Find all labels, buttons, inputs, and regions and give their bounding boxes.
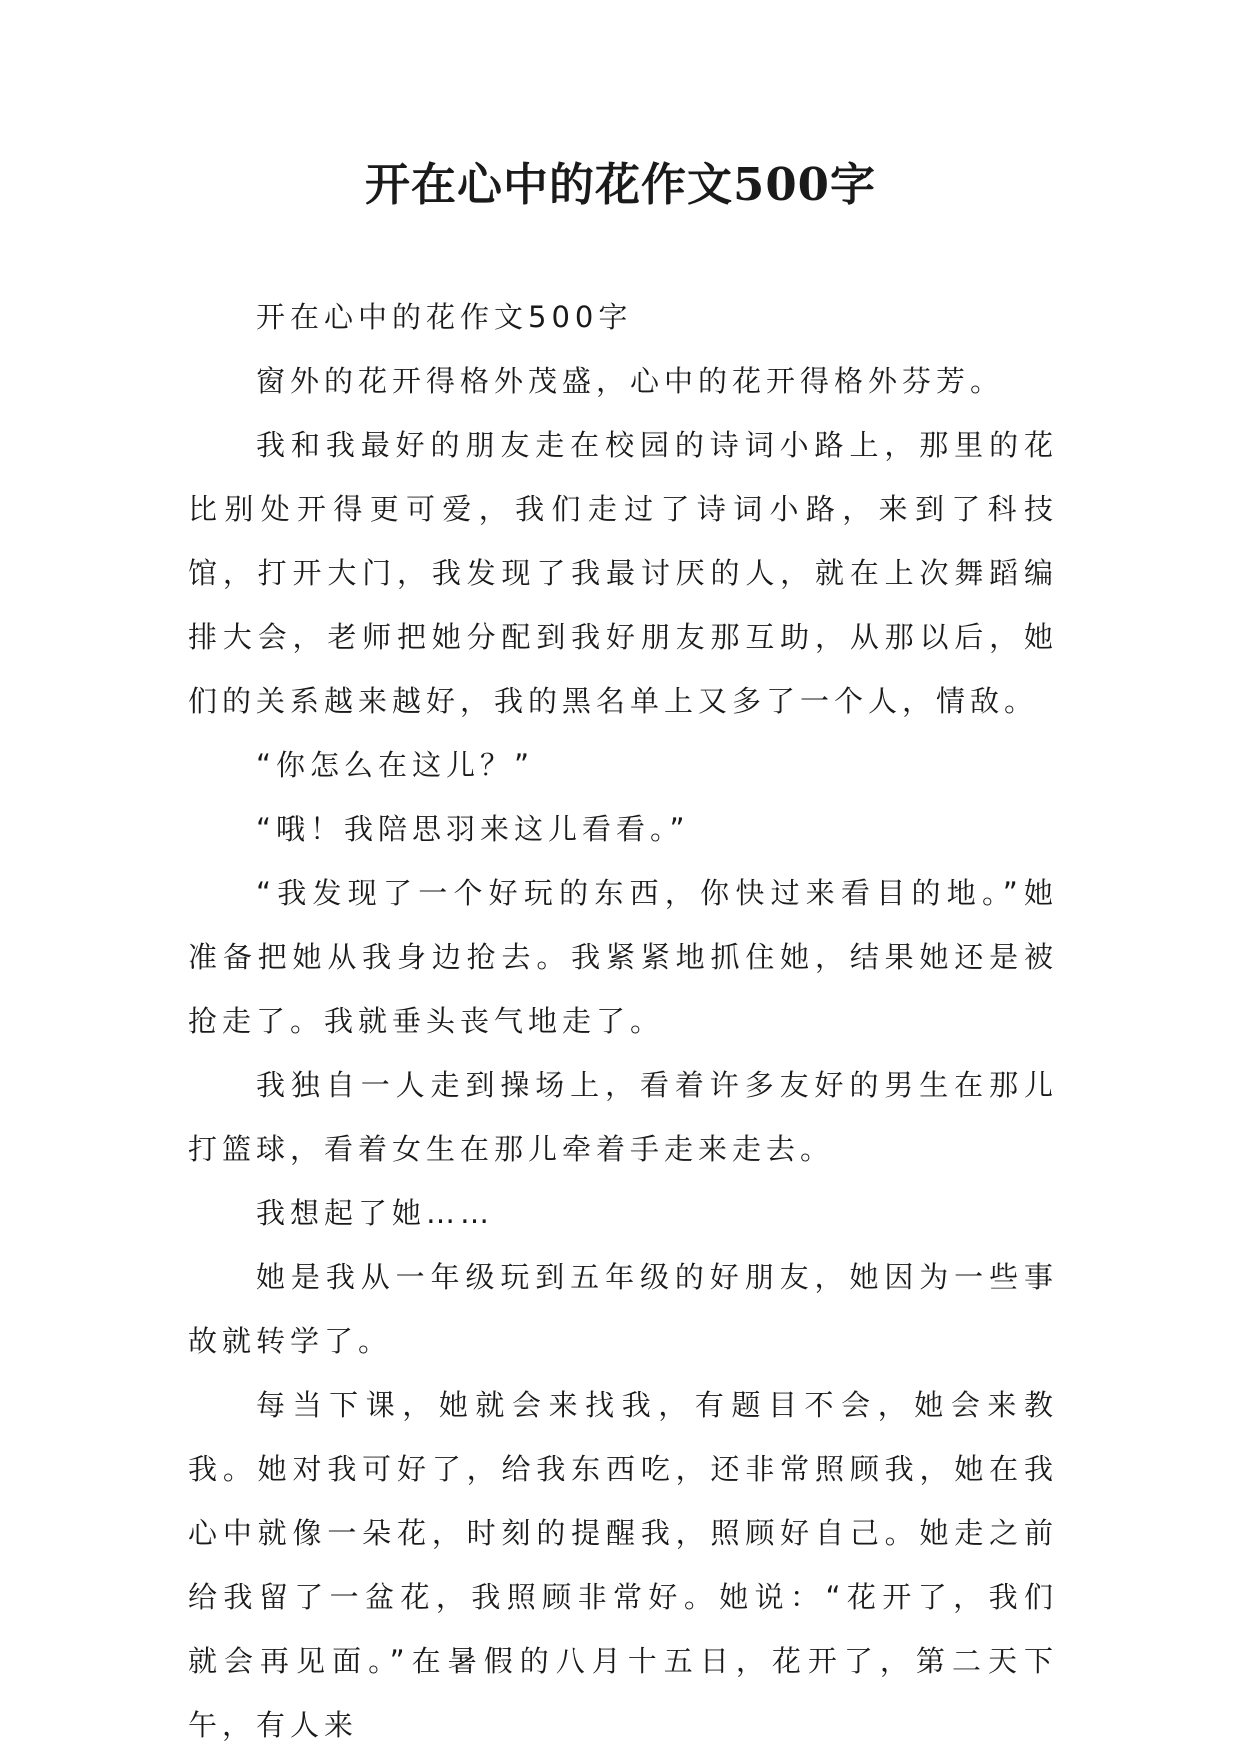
document-body (188, 285, 1058, 1757)
paragraph: 她是我从一年级玩到五年级的好朋友，她因为一些事故就转学了。 (188, 1260, 1058, 1358)
paragraph: 我和我最好的朋友走在校园的诗词小路上，那里的花比别处开得更可爱，我们走过了诗词小路，来到了科技馆，打开大门，我发现了我最讨厌的人，就在上次舞蹈编排大会，老师把她分配到我好朋友那互助，从那以后，她们的关系越来越好，我的黑名单上又多了一个人，情敌。 (188, 428, 1058, 718)
paragraph: 每当下课，她就会来找我，有题目不会，她会来教我。她对我可好了，给我东西吃，还非常照顾我，她在我心中就像一朵花，时刻的提醒我，照顾好自己。她走之前给我留了一盆花，我照顾非常好。她说：“花开了，我们就会再见面。”在暑假的八月十五日，花开了，第二天下午，有人来 (188, 1388, 1058, 1742)
paragraph-subtitle: 开在心中的花作文500字 (256, 300, 633, 334)
paragraph-dialogue: “哦！我陪思羽来这儿看看。” (256, 812, 690, 846)
paragraph-dialogue: “我发现了一个好玩的东西，你快过来看目的地。”她准备把她从我身边抢去。我紧紧地抓住她，结果她还是被抢走了。我就垂头丧气地走了。 (188, 876, 1058, 1038)
paragraph: 我想起了她…… (256, 1196, 495, 1230)
paragraph: 窗外的花开得格外茂盛，心中的花开得格外芬芳。 (256, 364, 1005, 398)
paragraph-dialogue: “你怎么在这儿？” (256, 748, 535, 782)
paragraph: 我独自一人走到操场上，看着许多友好的男生在那儿打篮球，看着女生在那儿牵着手走来走去。 (188, 1068, 1058, 1166)
document-title: 开在心中的花作文500字 (365, 158, 876, 211)
